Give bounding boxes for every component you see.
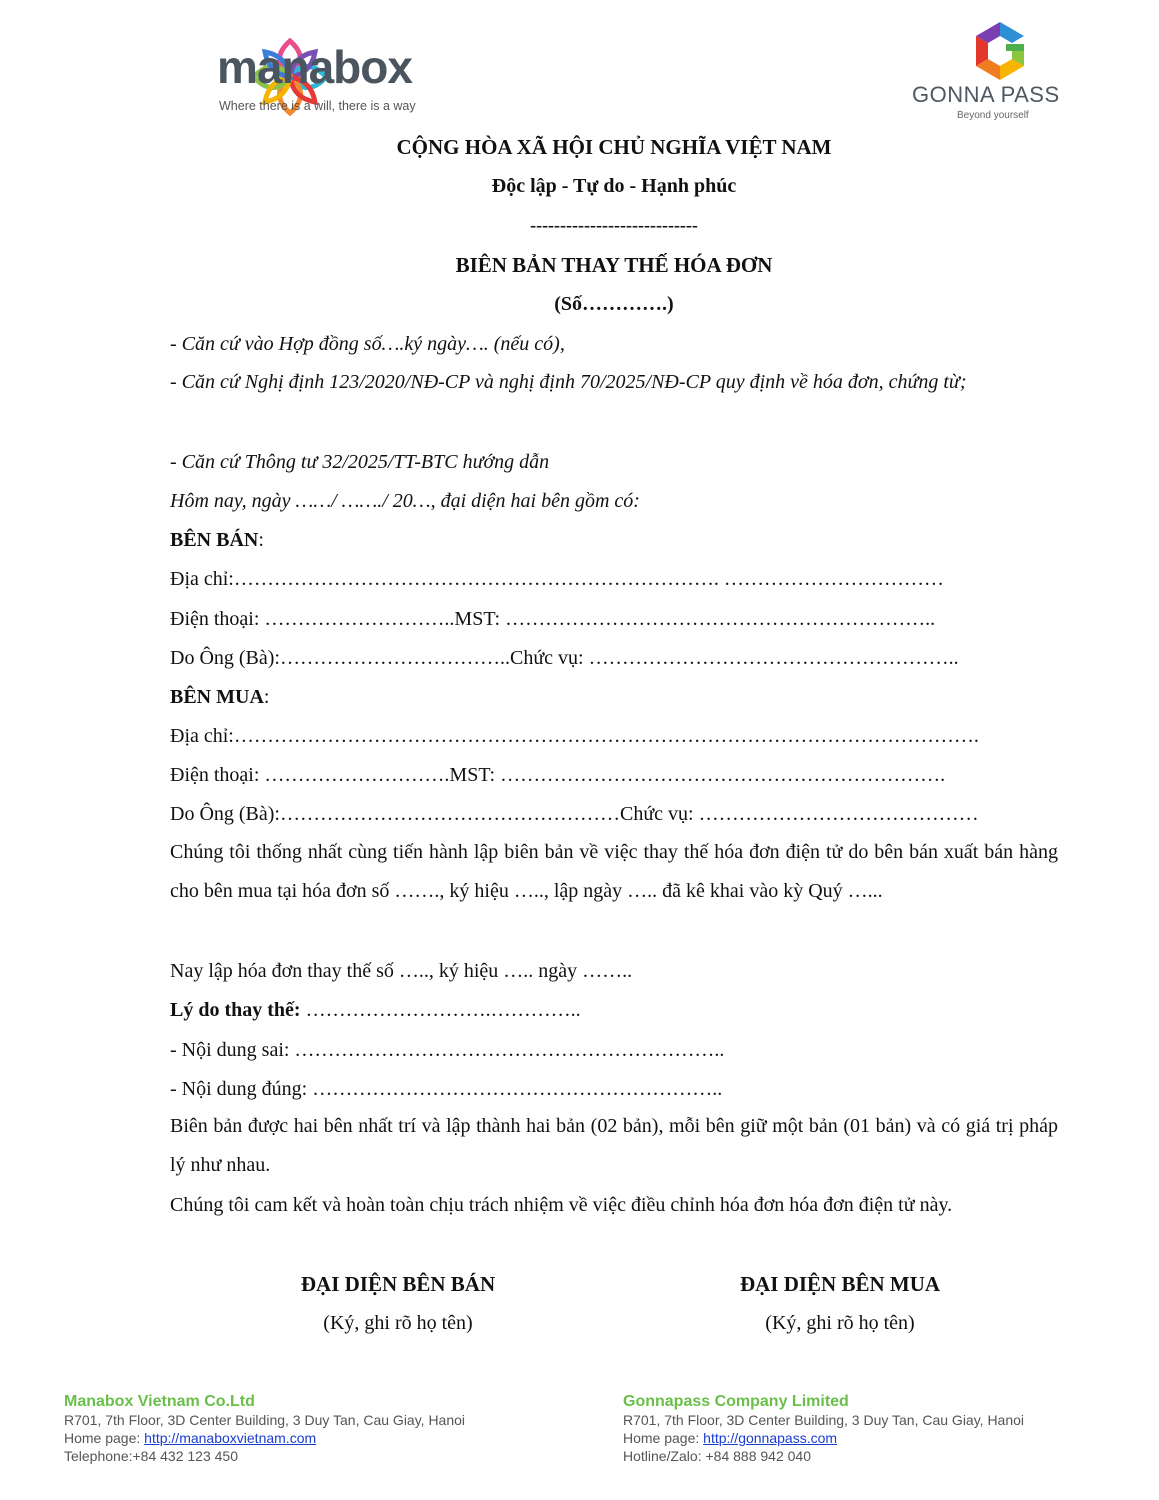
- document-title: BIÊN BẢN THAY THẾ HÓA ĐƠN: [455, 253, 773, 277]
- replacement-invoice-line: Nay lập hóa đơn thay thế số ….., ký hiệu ….. ngày ……..: [170, 960, 633, 982]
- agreement-paragraph: Chúng tôi thống nhất cùng tiến hành lập biên bản về việc thay thế hóa đơn điện tử do bên bán xuất bán hàng cho bên mua tại hóa đơn số ……., ký hiệu ….., lập ngày ….. đã kê khai vào kỳ Quý …...: [170, 841, 1058, 902]
- gonnapass-wordmark: GONNA PASS: [912, 82, 1060, 107]
- footer-manabox: [64, 1393, 465, 1465]
- footer-home-link[interactable]: http://manaboxvietnam.com: [144, 1430, 317, 1446]
- national-motto: Độc lập - Tự do - Hạnh phúc: [491, 175, 737, 197]
- basis-contract: - Căn cứ vào Hợp đồng số….ký ngày…. (nếu có),: [170, 333, 565, 355]
- buyer-signature-heading: ĐẠI DIỆN BÊN MUA: [739, 1272, 941, 1296]
- commitment-paragraph: Chúng tôi cam kết và hoàn toàn chịu trách nhiệm về việc điều chỉnh hóa đơn hóa đơn điện tử này.: [170, 1194, 953, 1216]
- reason-dots: ……………………….…………..: [300, 999, 581, 1021]
- footer-home-row: [623, 1429, 1024, 1447]
- buyer-heading-row: BÊN MUA:: [170, 686, 270, 708]
- copies-paragraph: Biên bản được hai bên nhất trí và lập thành hai bản (02 bản), mỗi bên giữ một bản (01 bản) và có giá trị pháp lý như nhau.: [170, 1115, 1058, 1176]
- reason-label: Lý do thay thế:: [170, 999, 301, 1021]
- seller-heading: BÊN BÁN: [170, 529, 259, 551]
- seller-signature-note: (Ký, ghi rõ họ tên): [323, 1312, 473, 1334]
- footer-address: R701, 7th Floor, 3D Center Building, 3 Duy Tan, Cau Giay, Hanoi: [64, 1412, 466, 1428]
- buyer-representative: Do Ông (Bà):……………………………………………Chức vụ: ……………………………………: [170, 803, 979, 825]
- document-number: (Số………….): [554, 293, 674, 315]
- buyer-address: Địa chỉ:………………………………………………………………………………………………….: [170, 725, 979, 747]
- divider: ----------------------------: [530, 215, 698, 235]
- footer-address: R701, 7th Floor, 3D Center Building, 3 Duy Tan, Cau Giay, Hanoi: [623, 1412, 1025, 1428]
- footer-company-name: Gonnapass Company Limited: [623, 1393, 849, 1410]
- correct-content: - Nội dung đúng: ……………………………………………………..: [170, 1078, 723, 1100]
- seller-address: Địa chỉ:………………………………………………………………. ……………………………: [170, 568, 944, 590]
- manabox-wordmark: manabox: [217, 41, 412, 93]
- footer-contact: Telephone:+84 432 123 450: [64, 1448, 238, 1464]
- seller-phone-tax: Điện thoại: ………………………..MST: ………………………………………………………..: [170, 608, 936, 630]
- basis-circular: - Căn cứ Thông tư 32/2025/TT-BTC hướng dẫn: [170, 451, 550, 473]
- footer-home-label: Home page:: [64, 1430, 145, 1446]
- buyer-heading: BÊN MUA: [170, 686, 264, 708]
- nation-heading: CỘNG HÒA XÃ HỘI CHỦ NGHĨA VIỆT NAM: [396, 135, 832, 159]
- buyer-phone-tax: Điện thoại: ……………………….MST: ………………………………………………………….: [170, 764, 946, 786]
- reason-row: [170, 998, 581, 1022]
- gonnapass-logo-icon: [972, 20, 1028, 82]
- footer-gonnapass: [623, 1393, 1024, 1465]
- gonnapass-tagline: Beyond yourself: [957, 110, 1029, 121]
- footer-home-label: Home page:: [623, 1430, 704, 1446]
- seller-heading-row: BÊN BÁN:: [170, 529, 264, 551]
- footer-home-link[interactable]: http://gonnapass.com: [703, 1430, 838, 1446]
- buyer-signature-note: (Ký, ghi rõ họ tên): [765, 1312, 915, 1334]
- wrong-content: - Nội dung sai: ………………………………………………………..: [170, 1039, 725, 1061]
- seller-representative: Do Ông (Bà):……………………………..Chức vụ: ………………………………………………..: [170, 647, 959, 669]
- footer-company-name: Manabox Vietnam Co.Ltd: [64, 1393, 255, 1410]
- seller-signature-heading: ĐẠI DIỆN BÊN BÁN: [300, 1272, 496, 1296]
- footer-contact: Hotline/Zalo: +84 888 942 040: [623, 1448, 811, 1464]
- footer-home-row: [64, 1429, 465, 1447]
- manabox-tagline: Where there is a will, there is a way: [219, 99, 416, 113]
- basis-decree: - Căn cứ Nghị định 123/2020/NĐ-CP và nghị định 70/2025/NĐ-CP quy định về hóa đơn, chứng từ;: [170, 371, 967, 393]
- date-line: Hôm nay, ngày ……/ ……./ 20…, đại diện hai bên gồm có:: [170, 490, 640, 512]
